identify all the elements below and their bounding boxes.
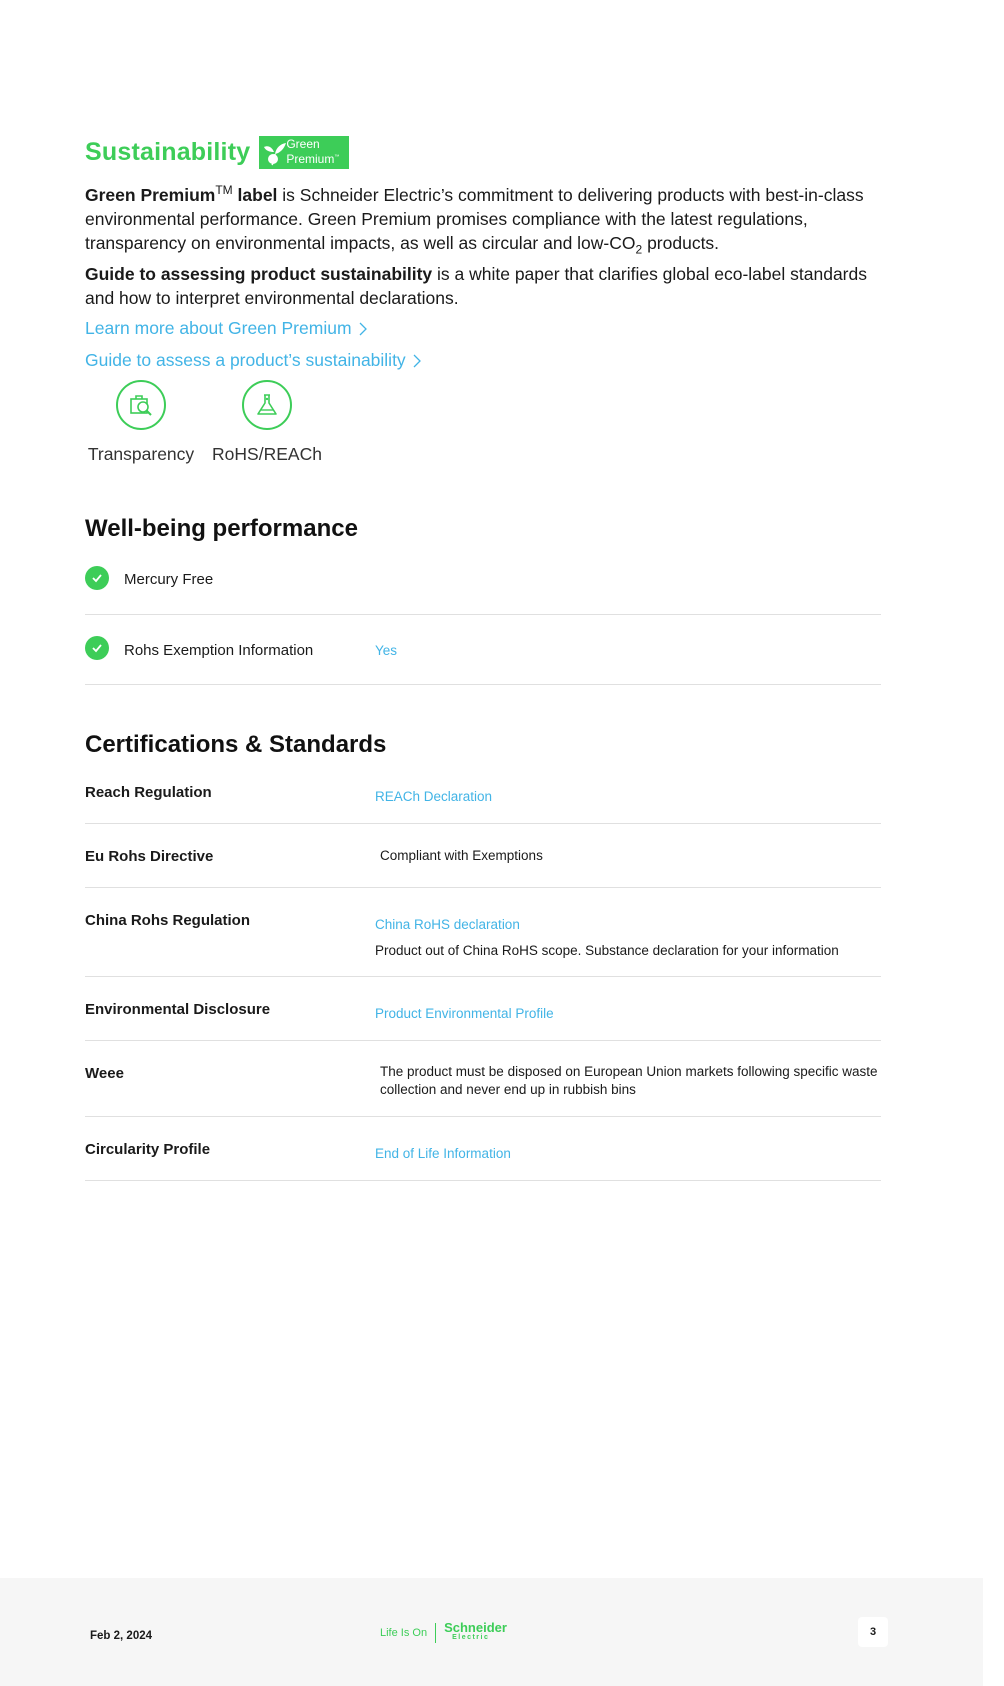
cert-text: Compliant with Exemptions [380, 848, 543, 863]
check-icon [85, 636, 109, 660]
reach-declaration-link[interactable]: REACh Declaration [375, 789, 493, 804]
end-of-life-link[interactable]: End of Life Information [375, 1146, 511, 1161]
green-premium-paragraph [85, 183, 885, 255]
wellbeing-row [85, 544, 881, 615]
co2-sub: 2 [635, 242, 643, 257]
gp-sup: TM [215, 183, 233, 198]
badge-label: Transparency [87, 444, 195, 464]
brand-top: Schneider [444, 1620, 507, 1635]
guide-sustainability-link[interactable] [85, 350, 422, 371]
cert-label: Reach Regulation [85, 784, 212, 801]
cert-text: Product out of China RoHS scope. Substance declaration for your information [375, 943, 839, 958]
gp-tm: ™ [334, 154, 340, 160]
sustainability-header [85, 136, 349, 169]
wellbeing-label: Mercury Free [124, 571, 214, 588]
gp-bold2: label [237, 185, 278, 205]
cert-row-eu-rohs [85, 824, 881, 888]
certifications-title: Certifications & Standards [85, 731, 387, 758]
learn-more-green-premium-link[interactable] [85, 318, 368, 339]
leaf-icon [262, 139, 288, 166]
gp-bold: Green Premium [85, 185, 216, 205]
cert-row-china-rohs [85, 888, 881, 977]
rohs-reach-badge[interactable] [210, 380, 324, 465]
footer-date: Feb 2, 2024 [90, 1630, 153, 1642]
schneider-logo [380, 1620, 507, 1643]
gp-tail: products. [642, 233, 720, 253]
page-number: 3 [858, 1617, 888, 1647]
chevron-right-icon [358, 322, 368, 336]
cert-row-circularity [85, 1117, 881, 1181]
gp-line2: Premium [286, 152, 335, 166]
document-search-icon [126, 390, 156, 420]
green-premium-text [286, 138, 339, 166]
gp-line1: Green [286, 137, 320, 151]
badge-label: RoHS/REACh [212, 444, 322, 464]
cert-label: Circularity Profile [85, 1141, 211, 1158]
cert-row-environmental [85, 977, 881, 1041]
brand-wordmark [444, 1620, 507, 1643]
green-premium-badge [259, 136, 349, 169]
sustainability-title: Sustainability [85, 138, 251, 166]
wellbeing-label: Rohs Exemption Information [124, 642, 314, 659]
cert-row-weee [85, 1041, 881, 1117]
wellbeing-value[interactable]: Yes [375, 643, 398, 658]
badge-circle [116, 380, 166, 430]
check-icon [85, 566, 109, 590]
wellbeing-row [85, 614, 881, 685]
guide-bold: Guide to assessing product sustainability [85, 264, 433, 284]
cert-row-reach [85, 760, 881, 824]
chevron-right-icon [412, 354, 422, 368]
guide-paragraph [85, 262, 885, 310]
wellbeing-title: Well-being performance [85, 515, 358, 542]
cert-label: China Rohs Regulation [85, 912, 250, 929]
link-label: Learn more about Green Premium [85, 318, 352, 338]
gp-text: is Schneider Electric’s commitment to delivering products with best-in-class environmental performance. Green Premium promises compliance with the latest regulations, transparency on environmental impacts, as well as circular and low-CO [85, 185, 864, 253]
brand-bottom: Electric [452, 1634, 490, 1641]
life-is-on-tagline: Life Is On [380, 1627, 428, 1639]
cert-label: Eu Rohs Directive [85, 848, 214, 865]
cert-text: The product must be disposed on European Union markets following specific waste collection and never end up in rubbish bins [380, 1064, 878, 1097]
link-label: Guide to assess a product’s sustainability [85, 350, 406, 370]
china-rohs-declaration-link[interactable]: China RoHS declaration [375, 917, 520, 932]
page-footer [0, 1578, 983, 1686]
cert-label: Weee [85, 1065, 124, 1082]
transparency-badge[interactable] [85, 380, 197, 465]
guide-text: is a white paper that clarifies global eco-label standards and how to interpret environmental declarations. [85, 264, 867, 308]
product-environmental-profile-link[interactable]: Product Environmental Profile [375, 1006, 554, 1021]
flask-icon [252, 390, 282, 420]
page-edge [983, 0, 1004, 1686]
cert-label: Environmental Disclosure [85, 1001, 271, 1018]
badge-circle [242, 380, 292, 430]
logo-divider [435, 1623, 436, 1643]
